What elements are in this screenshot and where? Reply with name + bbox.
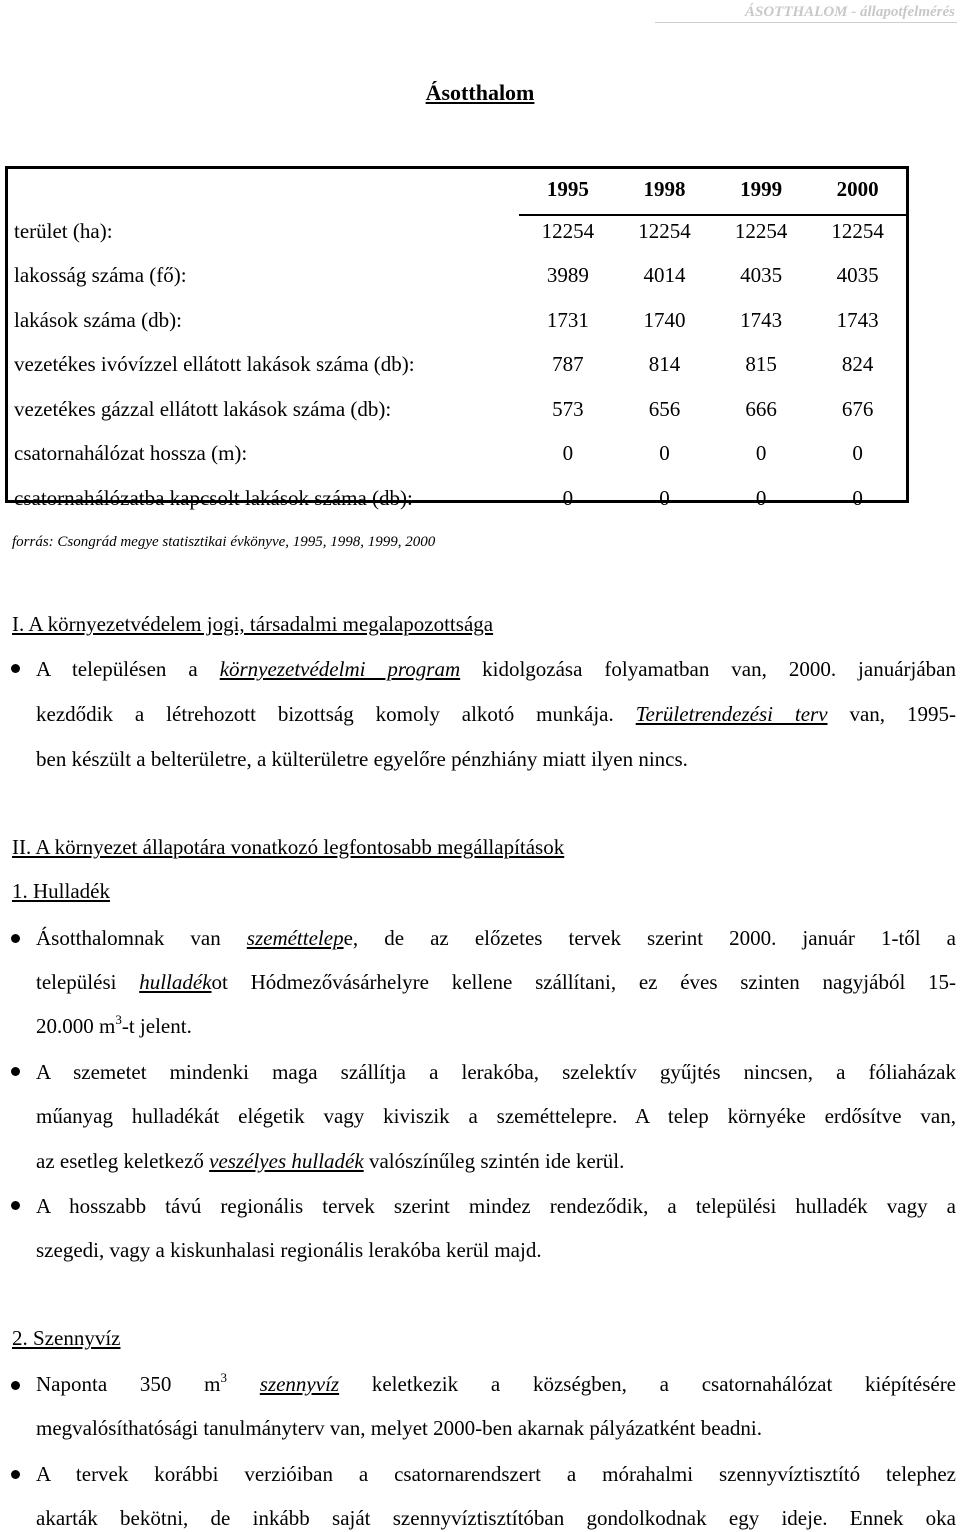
row-value: 0 [659, 485, 670, 510]
subsection-heading-waste: 1. Hulladék [12, 879, 110, 903]
bullet-dot [11, 664, 20, 673]
text-run: e, de az előzetes tervek szerint 2000. január 1-től a [343, 926, 956, 950]
superscript: 3 [115, 1012, 122, 1027]
paragraph-line: A tervek korábbi verzióiban a csatornarendszert a mórahalmi szennyvíztisztító telephez [36, 1462, 956, 1486]
row-value: 4014 [643, 263, 686, 288]
paragraph-line: akarták bekötni, de inkább saját szennyvíztisztítóban gondolkodnak egy ideje. Ennek oka [36, 1506, 956, 1530]
emphasized-term: veszélyes hulladék [209, 1149, 364, 1173]
bullet-dot [11, 1201, 20, 1210]
table-row [8, 209, 906, 254]
row-value: 0 [755, 485, 767, 510]
running-header: ÁSOTTHALOM - állapotfelmérés [655, 4, 957, 23]
paragraph-line: A szemetet mindenki maga szállítja a lerakóba, szelektív gyűjtés nincsen, a fóliaházak [36, 1060, 956, 1084]
text-run: 20.000 m [36, 1014, 116, 1038]
row-value: 656 [648, 396, 681, 421]
paragraph-line: ben készült a belterületre, a külterületre egyelőre pénzhiány miatt ilyen nincs. [36, 747, 688, 771]
row-value: 3989 [546, 263, 589, 288]
row-value: 676 [841, 396, 874, 421]
row-value: 0 [659, 441, 670, 466]
text-run: Naponta 350 m [36, 1372, 221, 1396]
paragraph-line [36, 970, 956, 995]
row-label: csatornahálózat hossza (m): [14, 441, 248, 466]
table-row [8, 432, 906, 477]
year-header: 1998 [643, 176, 686, 201]
row-value: 0 [852, 441, 863, 466]
paragraph-line [36, 1372, 956, 1397]
paragraph-line: szegedi, vagy a kiskunhalasi regionális lerakóba kerül majd. [36, 1238, 542, 1262]
year-header: 1999 [740, 176, 783, 201]
row-value: 4035 [836, 263, 879, 288]
row-value: 787 [552, 352, 584, 377]
emphasized-term: környezetvédelmi program [219, 657, 461, 681]
emphasized-term: szennyvíz [259, 1372, 340, 1396]
statistics-table [8, 169, 906, 521]
table-row [8, 254, 906, 299]
row-label: csatornahálózatba kapcsolt lakások száma (db): [14, 485, 413, 510]
row-value: 1743 [740, 307, 783, 332]
row-value: 0 [562, 441, 574, 466]
text-run: -t jelent. [121, 1014, 192, 1038]
text-run: Ásotthalomnak van [36, 926, 247, 950]
row-value: 0 [852, 485, 863, 510]
superscript: 3 [220, 1370, 227, 1385]
row-value: 573 [552, 396, 584, 421]
text-run: van, 1995- [827, 702, 956, 726]
paragraph-line [36, 926, 956, 951]
subsection-heading-wastewater: 2. Szennyvíz [12, 1326, 121, 1350]
bullet-dot [11, 934, 20, 943]
row-value: 815 [745, 352, 777, 377]
row-value: 1743 [836, 307, 879, 332]
table-row [8, 298, 906, 343]
row-label: vezetékes gázzal ellátott lakások száma (db): [14, 396, 392, 421]
bullet-dot [11, 1381, 20, 1390]
paragraph-line: műanyag hulladékát elégetik vagy kiviszik a szeméttelepre. A telep környéke erdősítve van, [36, 1104, 956, 1128]
row-value: 12254 [734, 218, 788, 243]
section-heading-1: I. A környezetvédelem jogi, társadalmi megalapozottsága [12, 612, 494, 636]
row-value: 12254 [541, 218, 595, 243]
table-header-row [8, 169, 906, 209]
table-row [8, 476, 906, 521]
row-value: 4035 [740, 263, 783, 288]
paragraph-line [36, 1014, 956, 1039]
table-source-note: forrás: Csongrád megye statisztikai évkönyve, 1995, 1998, 1999, 2000 [12, 534, 436, 550]
row-value: 666 [745, 396, 777, 421]
row-value: 1740 [643, 307, 686, 332]
table-header-empty [8, 169, 520, 209]
emphasized-term: Területrendezési terv [635, 702, 828, 726]
section-heading-2: II. A környezet állapotára vonatkozó legfontosabb megállapítások [12, 835, 565, 859]
text-run: az esetleg keletkező [36, 1149, 210, 1173]
paragraph-line [36, 702, 956, 727]
paragraph-line [36, 1149, 956, 1174]
paragraph-line [36, 657, 956, 682]
bullet-dot [11, 1470, 20, 1479]
row-value: 12254 [831, 218, 884, 243]
row-value: 12254 [638, 218, 691, 243]
row-label: lakosság száma (fő): [14, 263, 187, 288]
emphasized-term: szeméttelep [246, 926, 344, 950]
emphasized-term: hulladék [139, 970, 212, 994]
text-run: keletkezik a községben, a csatornahálózat kiépítésére [339, 1372, 957, 1396]
statistics-table-frame [5, 166, 909, 510]
row-label: vezetékes ivóvízzel ellátott lakások száma (db): [14, 352, 415, 377]
row-value: 0 [562, 485, 574, 510]
text-run: kidolgozása folyamatban van, 2000. januárjában [460, 657, 957, 681]
row-value: 1731 [546, 307, 589, 332]
text-run: kezdődik a létrehozott bizottság komoly alkotó munkája. [36, 702, 636, 726]
year-header: 2000 [836, 176, 879, 201]
row-label: lakások száma (db): [14, 307, 182, 332]
text-run: A településen a [36, 657, 220, 681]
page-title: Ásotthalom [425, 80, 535, 105]
bullet-dot [11, 1067, 20, 1076]
row-value: 814 [648, 352, 681, 377]
paragraph-line: megvalósíthatósági tanulmányterv van, melyet 2000-ben akarnak pályázatként beadni. [36, 1416, 762, 1440]
row-value: 0 [755, 441, 767, 466]
row-label: terület (ha): [14, 218, 113, 243]
table-row [8, 387, 906, 432]
row-value: 824 [841, 352, 874, 377]
text-run: ot Hódmezővásárhelyre kellene szállítani, ez éves szinten nagyjából 15- [211, 970, 956, 994]
table-row [8, 343, 906, 388]
text-run: valószínűleg szintén ide kerül. [363, 1149, 625, 1173]
text-run: települési [36, 970, 140, 994]
paragraph-line: A hosszabb távú regionális tervek szerint mindez rendeződik, a települési hulladék vagy a [36, 1194, 956, 1218]
year-header: 1995 [546, 176, 589, 201]
